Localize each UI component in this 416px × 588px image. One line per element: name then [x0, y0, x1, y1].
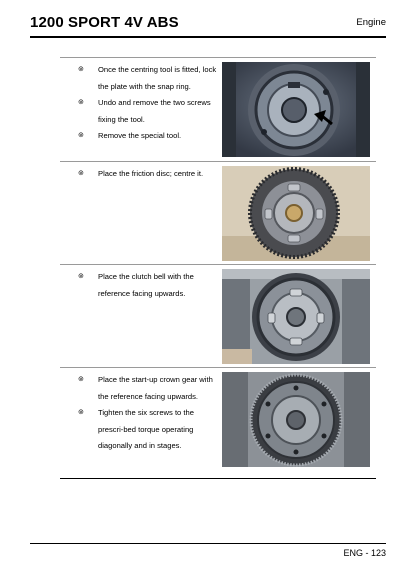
bullet-icon: ⊚ [78, 99, 84, 106]
section-name: Engine [356, 17, 386, 28]
content-bottom-rule [60, 478, 376, 479]
step-item [78, 405, 220, 455]
step-text: Once the centring tool is fitted, lock the plate with the snap ring. [98, 65, 217, 91]
step-block-3 [60, 264, 376, 367]
step-block-2 [60, 161, 376, 264]
bullet-icon: ⊚ [78, 273, 84, 280]
bullet-icon: ⊚ [78, 376, 84, 383]
step-item [78, 128, 220, 145]
step-item [78, 372, 220, 405]
bullet-icon: ⊚ [78, 170, 84, 177]
footer-rule [30, 543, 386, 544]
bullet-icon: ⊚ [78, 66, 84, 73]
step-text: Place the clutch bell with the reference facing upwards. [98, 272, 194, 298]
step-block-4 [60, 367, 376, 471]
step-item [78, 269, 220, 302]
bullet-icon: ⊚ [78, 132, 84, 139]
page-number: ENG - 123 [343, 548, 386, 558]
photo-friction-disc [222, 166, 370, 261]
header-rule [30, 36, 386, 38]
step-block-1 [60, 57, 376, 161]
step-item [78, 95, 220, 128]
page-header [30, 14, 386, 38]
step-list [78, 269, 220, 302]
step-list [78, 62, 220, 145]
step-list [78, 372, 220, 455]
step-item [78, 62, 220, 95]
step-item [78, 166, 220, 183]
step-text: Place the start-up crown gear with the reference facing upwards. [98, 375, 213, 401]
step-list [78, 166, 220, 183]
bullet-icon: ⊚ [78, 409, 84, 416]
photo-pressure-plate [222, 62, 370, 157]
photo-clutch-bell [222, 269, 370, 364]
document-title: 1200 SPORT 4V ABS [30, 14, 179, 31]
step-text: Tighten the six screws to the prescri-bed torque operating diagonally and in stages. [98, 408, 194, 450]
step-text: Place the friction disc; centre it. [98, 169, 204, 178]
step-text: Remove the special tool. [98, 131, 182, 140]
photo-crown-gear [222, 372, 370, 467]
step-text: Undo and remove the two screws fixing the tool. [98, 98, 211, 124]
